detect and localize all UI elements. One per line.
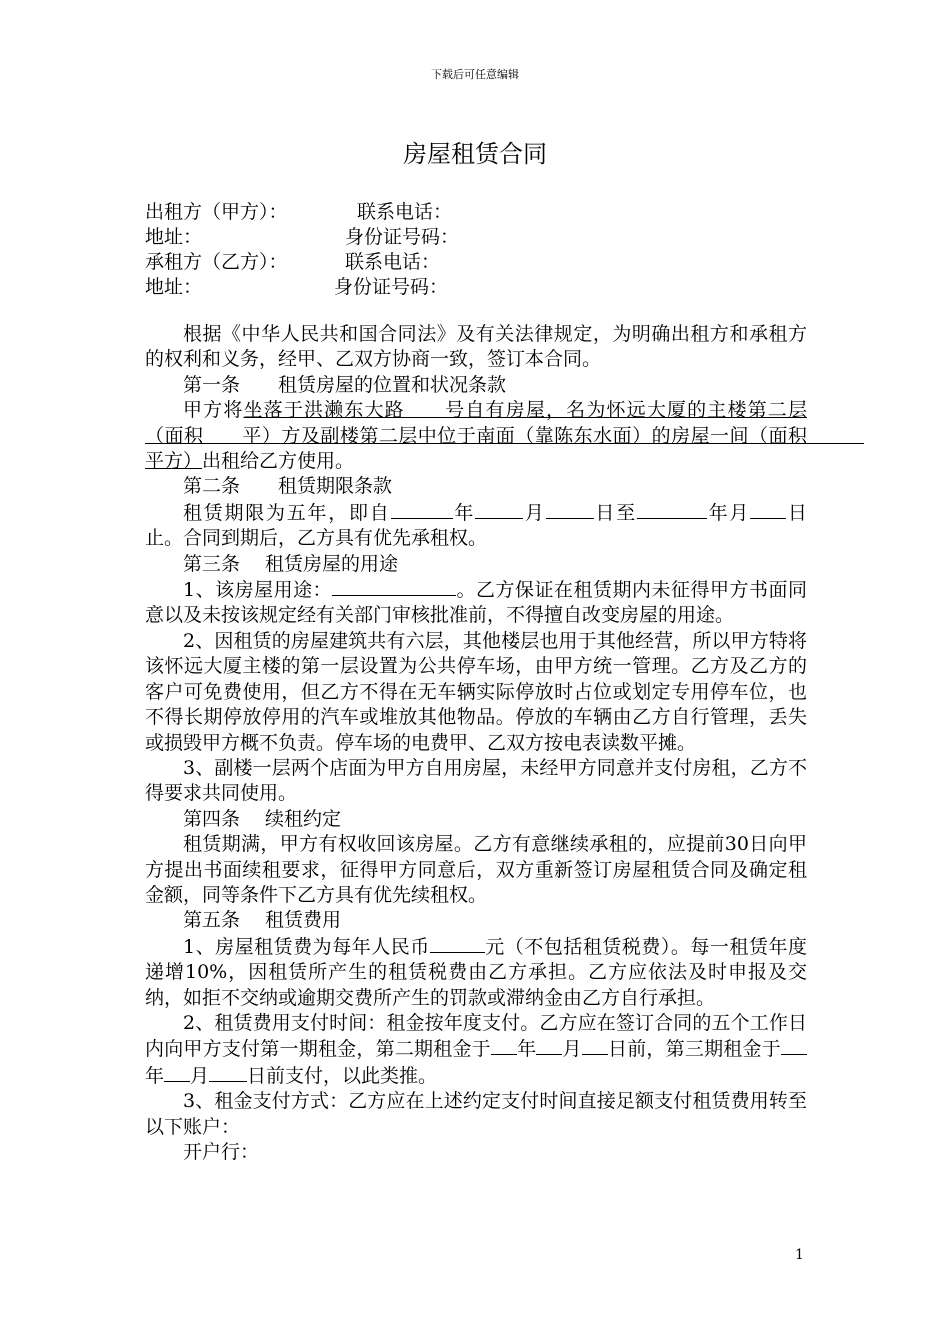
lessee-id-label: 身份证号码： (334, 276, 449, 298)
article-5-clause-1 (145, 934, 807, 1011)
bank-label: 开户行： (183, 1141, 260, 1163)
contract-body (145, 322, 865, 1165)
article-5-title: 第五条 租赁费用 (183, 909, 342, 932)
lessor-id-label: 身份证号码： (345, 226, 460, 248)
article-3-clause-2: 2、因租赁的房屋建筑共有六层，其他楼层也用于其他经营，所以甲方特将该怀远大厦主楼的第一层设置为公共停车场，由甲方统一管理。乙方及乙方的客户可免费使用，但乙方不得在无车辆实际停放时占位或划定专用停车位，也不得长期停放停用的汽车或堆放其他物品。停放的车辆由乙方自行管理，丢失或损毁甲方概不负责。停车场的电费甲、乙双方按电表读数平摊。 (145, 629, 807, 754)
article-1-text (145, 398, 865, 474)
article-4-text: 租赁期满，甲方有权收回该房屋。乙方有意继续承租的，应提前30日向甲方提出书面续租要求，征得甲方同意后，双方重新签订房屋租赁合同及确定租金额，同等条件下乙方具有优先续租权。 (145, 833, 807, 906)
article-3-clause-1 (145, 577, 807, 629)
lessee-row (145, 250, 825, 275)
article-2-text-a: 租赁期限为五年，即自 (183, 501, 391, 524)
year-label: 年 (706, 501, 730, 524)
usage-blank (332, 577, 456, 596)
end-month-blank (750, 500, 786, 519)
article-5-clause-2-c: 日前支付，以此类推。 (247, 1064, 438, 1087)
third-month-blank (164, 1063, 190, 1082)
lessee-label: 承租方（乙方）： (145, 251, 288, 273)
article-3-title: 第三条 租赁房屋的用途 (183, 552, 399, 575)
third-day-blank (209, 1063, 247, 1082)
rent-amount-blank (430, 934, 485, 953)
lessor-phone-label: 联系电话： (357, 201, 453, 223)
lessor-address-label: 地址： (145, 226, 203, 248)
parties-block (145, 200, 825, 300)
article-5-clause-2-b: 日前，第三期租金于 (607, 1038, 781, 1061)
article-5-clause-1-b: 元（不包括租赁税费）。每一租赁年度递增10%，因租赁所产生的租赁税费由乙方承担。乙方应依法及时申报及交纳，如拒不交纳或逾期交费所产生的罚款或滞纳金由乙方自行承担。 (145, 935, 807, 1009)
lessee-address-label: 地址： (145, 276, 203, 298)
article-1-text-a: 甲方将 (183, 399, 244, 422)
lessee-phone-label: 联系电话： (345, 251, 441, 273)
article-1-text-underlined: 坐落于洪濑东大路 号自有房屋，名为怀远大厦的主楼第二层（面积 平）方及副楼第二层中位于南面（靠陈东水面）的房屋一间（面积 平方） (145, 399, 865, 473)
second-day-blank (582, 1036, 608, 1055)
article-1-text-c: 出租给乙方使用。 (202, 450, 355, 473)
year-label: 年 (145, 1064, 165, 1087)
intro-paragraph: 根据《中华人民共和国合同法》及有关法律规定，为明确出租方和承租方的权利和义务，经甲、乙双方协商一致，签订本合同。 (145, 323, 807, 371)
third-year-blank (781, 1036, 807, 1055)
lessee-address-row (145, 275, 825, 300)
page-number: 1 (795, 1247, 804, 1263)
article-3-clause-3: 3、副楼一层两个店面为甲方自用房屋，未经甲方同意并支付房租，乙方不得要求共同使用。 (145, 756, 807, 805)
lessor-row (145, 200, 825, 225)
article-5-clause-2 (145, 1011, 807, 1089)
article-2-text-end: 日止。合同到期后，乙方具有优先承租权。 (145, 501, 807, 550)
day-to-label: 日至 (593, 501, 637, 524)
article-3-clause-1-b: 。乙方保证在租赁期内未征得甲方书面同意以及未按该规定经有关部门审核批准前，不得擅自改变房屋的用途。 (145, 579, 807, 627)
second-year-blank (491, 1036, 517, 1055)
lessor-address-row (145, 225, 825, 250)
start-day-blank (546, 500, 594, 519)
start-month-blank (475, 500, 523, 519)
article-3-clause-1-a: 1、该房屋用途： (183, 579, 333, 602)
end-year-blank (637, 500, 707, 519)
year-label: 年 (452, 501, 476, 524)
document-title: 房屋租赁合同 (403, 140, 547, 168)
month-label: 月 (729, 501, 751, 524)
article-5-clause-3: 3、租金支付方式：乙方应在上述约定支付时间直接足额支付租赁费用转至以下账户： (145, 1090, 807, 1138)
page-header-note: 下载后可任意编辑 (431, 68, 519, 81)
lessor-label: 出租方（甲方）： (145, 201, 288, 223)
year-label: 年 (516, 1038, 537, 1061)
month-label: 月 (562, 1038, 582, 1061)
article-2-title: 第二条 租赁期限条款 (183, 475, 393, 498)
article-4-title: 第四条 续租约定 (183, 807, 342, 830)
article-2-text (145, 500, 807, 552)
article-5-clause-2-a: 2、租赁费用支付时间：租金按年度支付。乙方应在签订合同的五个工作日内向甲方支付第一期租金，第二期租金于 (145, 1011, 807, 1061)
start-year-blank (391, 500, 453, 519)
month-label: 月 (523, 501, 546, 524)
article-1-title: 第一条 租赁房屋的位置和状况条款 (183, 373, 507, 396)
month-label: 月 (190, 1064, 210, 1087)
article-5-clause-1-a: 1、房屋租赁费为每年人民币 (183, 935, 430, 958)
second-month-blank (536, 1036, 562, 1055)
